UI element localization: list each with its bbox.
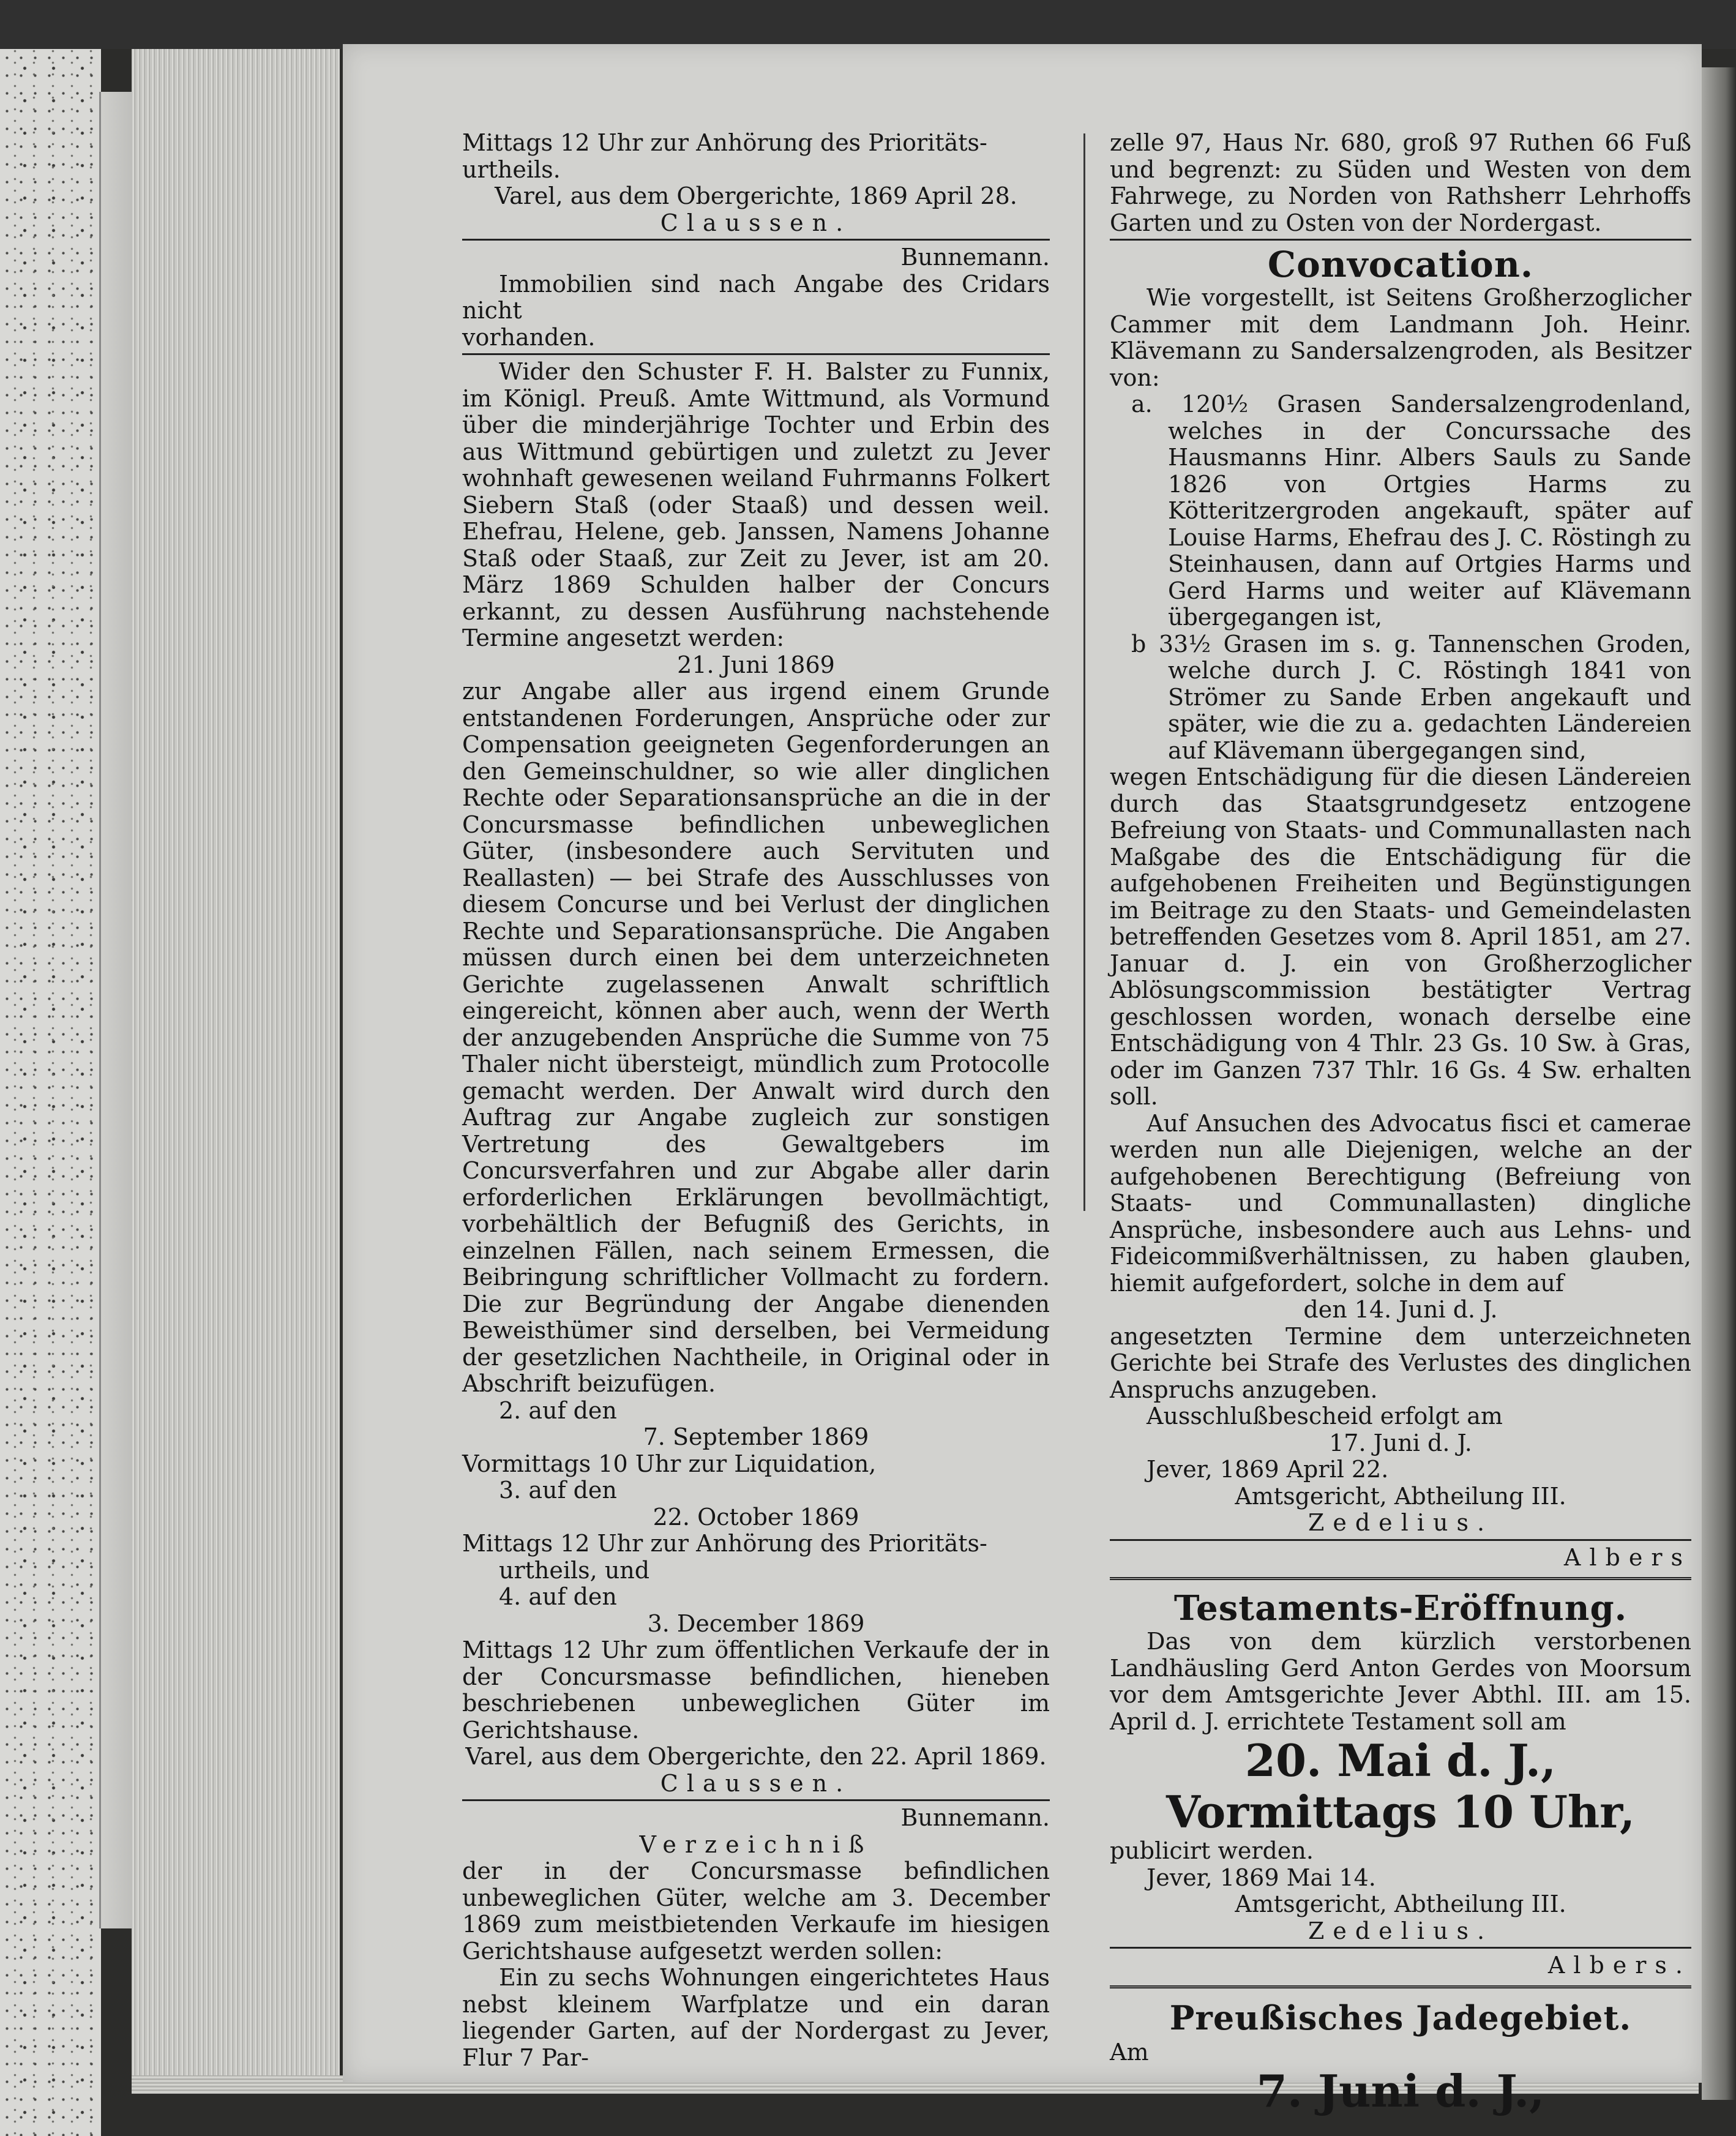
text-line: Immobilien sind nach Angabe des Cridars nicht [462, 270, 1050, 324]
term-date-2: 7. September 1869 [643, 1423, 869, 1450]
term-date-4: 3. December 1869 [647, 1609, 865, 1637]
book-page-edges [132, 49, 340, 2088]
signature-zedelius: Zedelius. [1308, 1509, 1494, 1536]
divider [1110, 1947, 1691, 1949]
term-desc-4: Mittags 12 Uhr zum öffentlichen Verkaufe der in der Concursmasse befindlichen, hieneben beschriebenen unbeweglichen Güter im Gerichtshause. [462, 1636, 1050, 1744]
text-line: vorhanden. [462, 323, 596, 351]
divider [462, 1799, 1050, 1801]
convocation-item-a: a. 120½ Grasen Sandersalzengrodenland, welches in der Concurssache des Hausmanns Hinr. Albers Sauls zu Sande 1826 von Ortgies Harms zu Kötteritzergroden angekauft, später auf Louise Harms, Ehefrau des J. C. Röstingh zu Steinhausen, dann auf Ortgies Harms und Gerd Harms und weiter auf Klävemann übergegangen ist, [1131, 391, 1691, 631]
verzeichnis-item: Ein zu sechs Wohnungen eingerichtetes Haus nebst kleinem Warfplatze und ein daran liegender Garten, auf der Nordergast zu Jever, Flur 7 Par- [462, 1964, 1050, 2071]
testament-signature-albers: Albers. [1547, 1952, 1691, 1979]
convocation-body: wegen Entschädigung für die diesen Ländereien durch das Staatsgrundgesetz entzogene Befreiung von Staats- und Communallasten nach Maßgabe des die Entschädigung für die aufgehobenen Freiheiten und Begünstigungen im Beitrage zu den Staats- und Gemeindelasten betreffenden Gesetzes vom 8. April 1851, am 27. Januar d. J. ein von Großherzoglicher Ablösungscommission bestätigter Vertrag geschlossen worden, wonach derselbe eine Entschädigung von 4 Thlr. 23 Gs. 10 Sw. à Gras, oder im Ganzen 737 Thlr. 16 Gs. 4 Sw. erhalten soll. [1110, 763, 1691, 1110]
testament-publication: publicirt werden. [1110, 1837, 1314, 1864]
place-date-line: Varel, aus dem Obergerichte, 1869 April 28. [495, 182, 1017, 209]
divider [1110, 1539, 1691, 1541]
concurs-notice-body-2: zur Angabe aller aus irgend einem Grunde entstandenen Forderungen, Ansprüche oder zur Compensation geeigneten Gegenforderungen an den Gemeinschuldner, so wie aller dinglichen Rechte oder Separationsansprüche an die in der Concursmasse befindlichen unbeweglichen Güter, (insbesondere auch Servituten und Reallasten) — bei Strafe des Ausschlusses von diesem Concurse und bei Verlust der dinglichen Rechte und Separationsansprüche. Die Angaben müssen durch einen bei dem unterzeichneten Gerichte zugelassenen Anwalt schriftlich eingereicht, können aber auch, wenn der Werth der anzugebenden Ansprüche die Summe von 75 Thaler nicht übersteigt, mündlich zum Protocolle gemacht werden. Der Anwalt wird durch den Auftrag zur Angabe zugleich zur sonstigen Vertretung des Gewaltgebers im Concursverfahren und zur Abgabe aller darin erforderlichen Erklärungen bevollmächtigt, vorbehältlich der Befugniß des Gerichts, in einzelnen Fällen, nach seinem Ermessen, die Beibringung schriftlicher Vollmacht zu fordern. Die zur Begründung der Angabe dienenden Beweisthümer sind derselben, bei Vermeidung der gesetzlichen Nachtheile, in Original oder in Abschrift beizufügen. [462, 678, 1050, 1397]
convocation-date-2: 17. Juni d. J. [1329, 1429, 1472, 1456]
am-line: Am [1110, 2038, 1149, 2066]
convocation-body-3: angesetzten Termine dem unterzeichneten Gerichte bei Strafe des Verlustes des dinglichen Anspruchs anzugeben. [1110, 1322, 1691, 1403]
scan-background [0, 0, 1736, 49]
convocation-intro: Wie vorgestellt, ist Seitens Großherzoglicher Cammer mit dem Landmann Joh. Heinr. Klävemann zu Sandersalzengroden, als Besitzer von: [1110, 284, 1691, 391]
parcel-continuation: zelle 97, Haus Nr. 680, groß 97 Ruthen 66 Fuß und begrenzt: zu Süden und Westen von dem Fahrwege, zu Norden von Rathsherr Lehrhoffs Garten und zu Osten von der Nordergast. [1110, 129, 1691, 236]
place-date-line-2: Varel, aus dem Obergerichte, den 22. April 1869. [465, 1743, 1047, 1770]
testament-signature-zedelius: Zedelius. [1308, 1917, 1494, 1944]
double-divider [1110, 1985, 1691, 1990]
left-column [462, 130, 1050, 2071]
testament-place-date: Jever, 1869 Mai 14. [1147, 1864, 1376, 1891]
right-column [1110, 130, 1691, 2117]
term-desc-3b: urtheils, und [499, 1556, 650, 1584]
convocation-item-b: b 33½ Grasen im s. g. Tannenschen Groden, welche durch J. C. Röstingh 1841 von Strömer zu Sande Erben angekauft und später, wie die zu a. gedachten Ländereien auf Klävemann übergegangen sind, [1131, 630, 1691, 764]
testament-time: Vormittags 10 Uhr, [1165, 1786, 1636, 1838]
convocation-date-1: den 14. Juni d. J. [1303, 1296, 1498, 1323]
page-shadow-right [1702, 67, 1736, 2100]
verzeichnis-heading: Verzeichniß [639, 1831, 873, 1858]
ausschluss-line: Ausschlußbescheid erfolgt am [1147, 1403, 1503, 1430]
term-date-1: 21. Juni 1869 [677, 651, 835, 678]
divider [462, 239, 1050, 241]
term-date-3: 22. October 1869 [653, 1503, 859, 1531]
text-line: urtheils. [462, 156, 561, 183]
court-name: Amtsgericht, Abtheilung III. [1235, 1482, 1566, 1510]
term-desc-3a: Mittags 12 Uhr zur Anhörung des Prioritäts- [462, 1530, 987, 1557]
jadegebiet-date: 7. Juni d. J., [1256, 2065, 1545, 2117]
text-line: Mittags 12 Uhr zur Anhörung des Prioritäts- [462, 129, 987, 156]
term-label-3: 3. auf den [499, 1477, 617, 1504]
book-endpaper [0, 49, 101, 2136]
testament-date: 20. Mai d. J., [1244, 1734, 1557, 1786]
concurs-notice-body: Wider den Schuster F. H. Balster zu Funnix, im Königl. Preuß. Amte Wittmund, als Vormund über die minderjährige Tochter und Erbin des aus Wittmund gebürtigen und zuletzt zu Jever wohnhaft gewesenen weiland Fuhrmanns Folkert Siebern Staß (oder Staaß) und dessen weil. Ehefrau, Helene, geb. Janssen, Namens Johanne Staß oder Staaß, zur Zeit zu Jever, ist am 20. März 1869 Schulden halber der Concurs erkannt, zu dessen Ausführung nachstehende Termine angesetzt werden: [462, 358, 1050, 651]
signature-albers: Albers [1563, 1543, 1691, 1571]
testament-court: Amtsgericht, Abtheilung III. [1235, 1891, 1566, 1917]
signature-claussen: Claussen. [660, 209, 852, 236]
term-label-4: 4. auf den [499, 1583, 617, 1610]
testament-heading: Testaments-Eröffnung. [1173, 1588, 1628, 1628]
verzeichnis-body: der in der Concursmasse befindlichen unbeweglichen Güter, welche am 3. December 1869 zum meistbietenden Verkaufe im hiesigen Gerichtshause aufgesetzt werden sollen: [462, 1857, 1050, 1965]
divider [462, 353, 1050, 355]
convocation-heading: Convocation. [1267, 244, 1534, 285]
term-label-2: 2. auf den [499, 1396, 617, 1424]
signature-bunnemann-2: Bunnemann. [900, 1804, 1050, 1831]
convocation-body-2: Auf Ansuchen des Advocatus fisci et camerae werden nun alle Diejenigen, welche an der aufgehobenen Berechtigung (Befreiung von Staats- und Communallasten) dingliche Ansprüche, insbesondere auch aus Lehns- und Fideicommißverhältnissen, zu haben glauben, hiemit aufgefordert, solche in dem auf [1110, 1109, 1691, 1297]
signature-claussen-2: Claussen. [660, 1769, 852, 1797]
divider [1110, 239, 1691, 241]
column-divider [1083, 133, 1085, 1211]
book-spine-edge [99, 92, 135, 1928]
jadegebiet-heading: Preußisches Jadegebiet. [1169, 1998, 1632, 2037]
signature-bunnemann: Bunnemann. [900, 244, 1050, 271]
term-desc-2: Vormittags 10 Uhr zur Liquidation, [462, 1450, 877, 1477]
double-divider [1110, 1577, 1691, 1582]
place-date-jever: Jever, 1869 April 22. [1147, 1456, 1389, 1483]
testament-body: Das von dem kürzlich verstorbenen Landhäusling Gerd Anton Gerdes von Moorsum vor dem Amtsgerichte Jever Abthl. III. am 15. April d. J. errichtete Testament soll am [1110, 1628, 1691, 1735]
